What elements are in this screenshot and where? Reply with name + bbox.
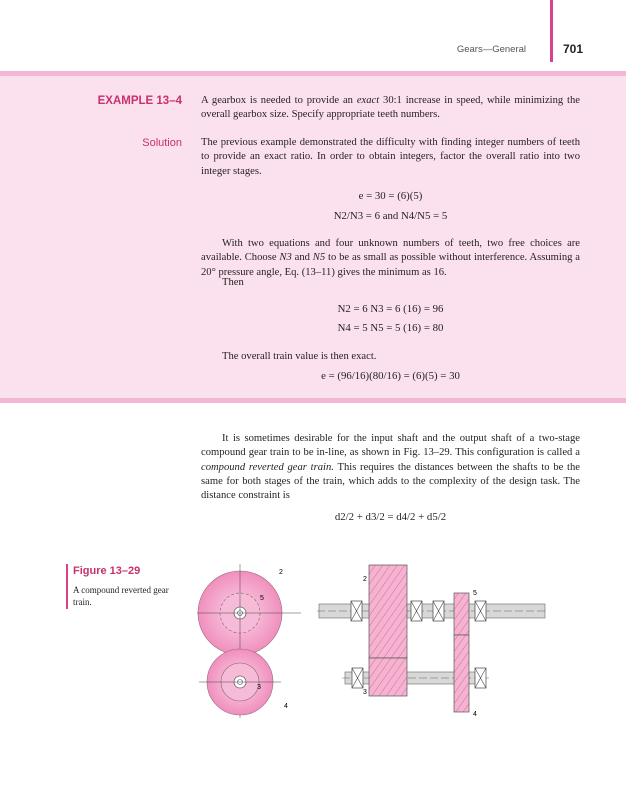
page-number: 701 <box>563 42 584 56</box>
body-paragraph: It is sometimes desirable for the input shaft and the output shaft of a two-stage compound gear train to be in-line, as shown in Fig. 13–29. This configuration is called a compound reverted gear train. This requires the distances between the shafts to be the same for both stages of the train, which adds to the complexity of the design task. The distance constraint is <box>201 433 581 502</box>
example-label: EXAMPLE 13–4 <box>97 95 182 107</box>
example-bottom-rule <box>0 398 626 403</box>
bearing <box>433 601 444 621</box>
gear-train-figure <box>197 558 557 723</box>
label-gear-2-front: 2 <box>279 569 283 576</box>
side-view <box>317 565 547 718</box>
solution-label: Solution <box>142 137 182 149</box>
equation-n4: N4 = 5 N5 = 5 (16) = 80 <box>337 322 444 334</box>
equation-overall: e = (96/16)(80/16) = (6)(5) = 30 <box>321 370 460 382</box>
figure-title: Figure 13–29 <box>73 565 141 577</box>
bearing <box>475 668 486 688</box>
bearing <box>475 601 486 621</box>
front-view <box>197 564 301 718</box>
label-gear-4-front: 4 <box>284 703 288 710</box>
label-gear-2-side: 2 <box>363 576 367 583</box>
bearing <box>352 668 363 688</box>
solution-intro: The previous example demonstrated the difficulty with finding integer numbers of teeth to provide an exact ratio. In order to obtain integers, factor the overall ratio into two integer stages. <box>201 137 580 177</box>
figure-accent-bar <box>66 564 68 609</box>
label-gear-5-front: 5 <box>260 595 264 602</box>
gear-5-side <box>454 593 469 635</box>
then-text: Then <box>222 277 244 288</box>
figure-caption: A compound reverted gear train. <box>73 585 169 607</box>
label-gear-5-side: 5 <box>473 590 477 597</box>
equation-n2: N2 = 6 N3 = 6 (16) = 96 <box>337 303 444 315</box>
equation-distance: d2/2 + d3/2 = d4/2 + d5/2 <box>334 511 447 523</box>
overall-text: The overall train value is then exact. <box>222 351 377 362</box>
gear-4-side <box>454 635 469 712</box>
equation-ratios: N2/N3 = 6 and N4/N5 = 5 <box>333 210 448 222</box>
label-gear-3-front: 3 <box>257 684 261 691</box>
equation-e: e = 30 = (6)(5) <box>358 190 423 202</box>
solution-para-2: With two equations and four unknown numbers of teeth, two free choices are available. Choose N3 and N5 to be as small as possible without interference. Assuming a 20° pressure angle, Eq. (13–11) gives the minimum as 16. <box>201 238 580 278</box>
header-rule <box>550 0 553 62</box>
running-head: Gears—General <box>456 44 526 55</box>
example-problem: A gearbox is needed to provide an exact 30:1 increase in speed, while minimizing the overall gearbox size. Specify appropriate teeth numbers. <box>201 95 580 121</box>
label-gear-3-side: 3 <box>363 689 367 696</box>
example-top-rule <box>0 71 626 76</box>
bearing <box>351 601 362 621</box>
bearing <box>411 601 422 621</box>
gear-3-side <box>369 658 407 696</box>
gear-2-side <box>369 565 407 658</box>
label-gear-4-side: 4 <box>473 711 477 718</box>
